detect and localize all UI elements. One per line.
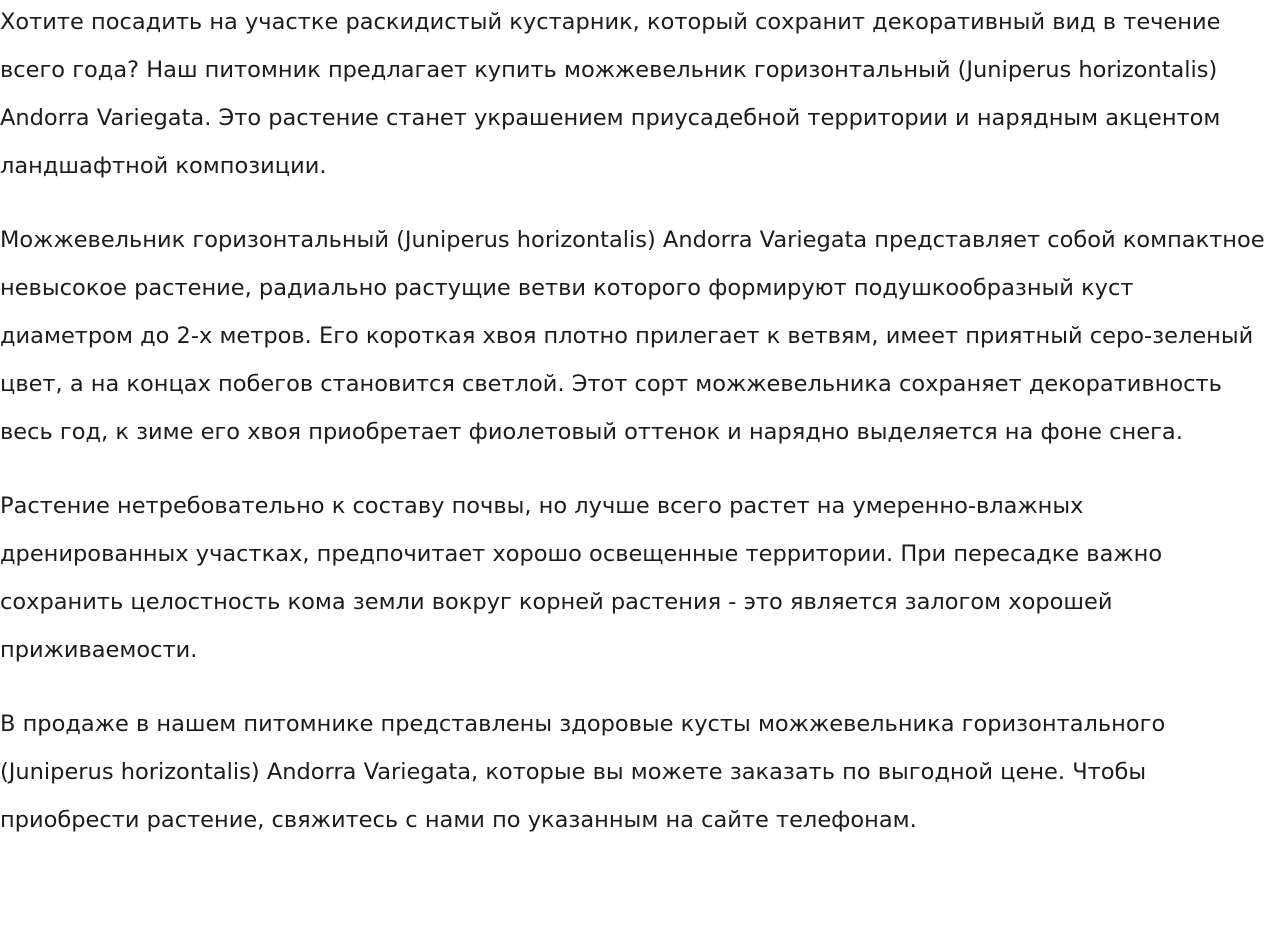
paragraph-care: Растение нетребовательно к составу почвы, но лучше всего растет на умеренно-влажных дренированных участках, предпочитает хорошо освещенные территории. При пересадке важно сохранить целостность кома земли вокруг корней растения - это является залогом хорошей приживаемости. (0, 493, 1163, 663)
paragraph-intro: Хотите посадить на участке раскидистый кустарник, который сохранит декоративный вид в течение всего года? Наш питомник предлагает купить можжевельник горизонтальный (Juniperus horizontalis) Andorra Variegata. Это растение станет украшением приусадебной территории и нарядным акцентом ландшафтной композиции. (0, 9, 1221, 179)
paragraph-description: Можжевельник горизонтальный (Juniperus horizontalis) Andorra Variegata представляет собой компактное невысокое растение, радиально растущие ветви которого формируют подушкообразный куст диаметром до 2-х метров. Его короткая хвоя плотно прилегает к ветвям, имеет приятный серо-зеленый цвет, а на концах побегов становится светлой. Этот сорт можжевельника сохраняет декоративность весь год, к зиме его хвоя приобретает фиолетовый оттенок и нарядно выделяется на фоне снега. (0, 227, 1265, 445)
paragraph-purchase: В продаже в нашем питомнике представлены здоровые кусты можжевельника горизонтального (Juniperus horizontalis) Andorra Variegata, которые вы можете заказать по выгодной цене. Чтобы приобрести растение, свяжитесь с нами по указанным на сайте телефонам. (0, 711, 1166, 833)
